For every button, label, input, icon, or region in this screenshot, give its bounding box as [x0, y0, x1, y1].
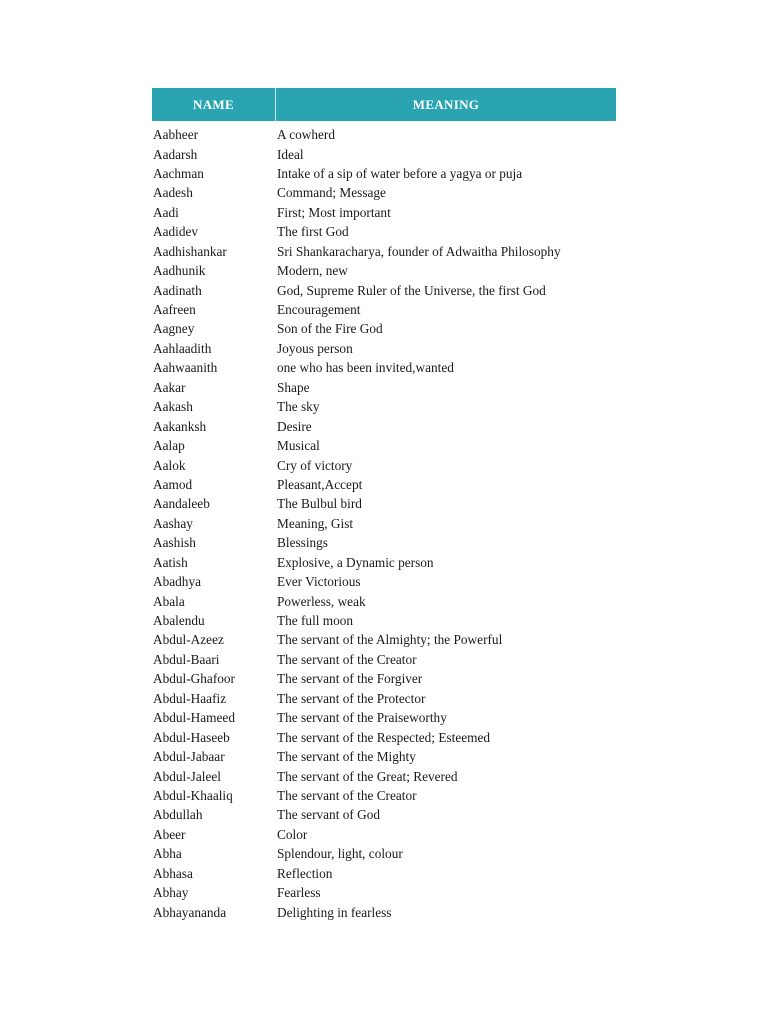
name-cell: Aadhunik: [153, 263, 206, 279]
table-row: [152, 183, 616, 202]
table-row: [152, 339, 616, 358]
name-cell: Abdul-Jabaar: [153, 749, 225, 765]
meaning-cell: The servant of the Respected; Esteemed: [277, 729, 491, 745]
table-row: [152, 864, 616, 883]
table-row: [152, 766, 616, 785]
name-cell: Aachman: [153, 165, 204, 181]
table-row: [152, 417, 616, 436]
name-cell: Abhay: [153, 885, 189, 901]
name-cell: Abhasa: [153, 865, 193, 881]
name-cell: Aadidev: [153, 224, 199, 240]
meaning-cell: Delighting in fearless: [277, 904, 392, 920]
meaning-cell: First; Most important: [277, 204, 391, 220]
meaning-cell: The servant of the Mighty: [277, 749, 416, 765]
table-body: [152, 121, 616, 922]
name-cell: Aakanksh: [153, 418, 207, 434]
meaning-cell: The servant of God: [277, 807, 381, 823]
meaning-cell: Explosive, a Dynamic person: [277, 554, 434, 570]
table-row: [152, 786, 616, 805]
table-row: [152, 553, 616, 572]
table-row: [152, 630, 616, 649]
meaning-cell: The Bulbul bird: [277, 496, 362, 512]
meaning-cell: Blessings: [277, 535, 328, 551]
column-header-meaning: MEANING: [412, 96, 480, 112]
name-cell: Aadinath: [153, 282, 202, 298]
meaning-cell: The servant of the Great; Revered: [277, 768, 458, 784]
names-table: [152, 88, 616, 922]
table-row: [152, 261, 616, 280]
table-row: [152, 514, 616, 533]
name-cell: Abdul-Baari: [153, 651, 220, 667]
table-row: [152, 125, 616, 144]
meaning-cell: The servant of the Praiseworthy: [277, 710, 447, 726]
meaning-cell: one who has been invited,wanted: [277, 360, 454, 376]
table-row: [152, 281, 616, 300]
table-row: [152, 650, 616, 669]
table-row: [152, 242, 616, 261]
table-row: [152, 592, 616, 611]
table-row: [152, 397, 616, 416]
meaning-cell: The servant of the Almighty; the Powerful: [277, 632, 503, 648]
table-row: [152, 572, 616, 591]
table-row: [152, 669, 616, 688]
name-cell: Aahlaadith: [153, 340, 212, 356]
table-row: [152, 903, 616, 922]
name-cell: Aahwaanith: [153, 360, 218, 376]
name-cell: Abdul-Jaleel: [153, 768, 221, 784]
table-header: [152, 88, 616, 121]
name-cell: Abalendu: [153, 613, 205, 628]
name-cell: Aagney: [153, 321, 195, 337]
table-row: [152, 708, 616, 727]
meaning-cell: A cowherd: [277, 127, 335, 143]
table-row: [152, 144, 616, 163]
name-cell: Abdul-Hameed: [153, 710, 235, 726]
table-row: [152, 300, 616, 319]
meaning-cell: Splendour, light, colour: [277, 846, 403, 862]
table-row: [152, 358, 616, 377]
table-row: [152, 222, 616, 241]
name-cell: Aadhishankar: [153, 243, 227, 259]
meaning-cell: Ideal: [277, 146, 304, 162]
meaning-cell: Modern, new: [277, 263, 348, 279]
meaning-cell: Encouragement: [277, 302, 361, 317]
name-cell: Aatish: [153, 554, 188, 570]
name-cell: Aashish: [153, 535, 196, 551]
table-row: [152, 611, 616, 630]
meaning-cell: Fearless: [277, 885, 321, 901]
table-row: [152, 689, 616, 708]
meaning-cell: Intake of a sip of water before a yagya or puja: [277, 165, 523, 181]
meaning-cell: Sri Shankaracharya, founder of Adwaitha Philosophy: [277, 243, 561, 259]
meaning-cell: Son of the Fire God: [277, 321, 383, 337]
name-cell: Abdul-Khaaliq: [153, 787, 233, 803]
table-row: [152, 203, 616, 222]
name-cell: Aalap: [153, 438, 185, 454]
name-cell: Aakar: [153, 379, 186, 395]
meaning-cell: Shape: [277, 379, 310, 395]
table-row: [152, 319, 616, 338]
table-row: [152, 728, 616, 747]
name-cell: Abdullah: [153, 807, 203, 823]
table-row: [152, 825, 616, 844]
name-cell: Aadi: [153, 204, 179, 220]
meaning-cell: Powerless, weak: [277, 593, 366, 609]
name-cell: Aadesh: [153, 185, 193, 201]
meaning-cell: Desire: [277, 418, 312, 434]
meaning-cell: The servant of the Creator: [277, 651, 417, 667]
meaning-cell: Pleasant,Accept: [277, 476, 363, 492]
name-cell: Aalok: [153, 457, 186, 473]
table-row: [152, 475, 616, 494]
name-cell: Aamod: [153, 476, 193, 492]
table-row: [152, 883, 616, 902]
name-cell: Abadhya: [153, 574, 201, 590]
meaning-cell: The servant of the Creator: [277, 787, 417, 803]
name-cell: Aashay: [153, 515, 193, 531]
meaning-cell: Reflection: [277, 865, 333, 881]
name-cell: Aakash: [153, 399, 193, 415]
name-cell: Abdul-Haseeb: [153, 729, 230, 745]
name-cell: Abdul-Azeez: [153, 632, 224, 648]
meaning-cell: Color: [277, 826, 308, 842]
table-row: [152, 378, 616, 397]
name-cell: Abdul-Ghafoor: [153, 671, 235, 687]
meaning-cell: The servant of the Forgiver: [277, 671, 423, 687]
meaning-cell: The sky: [277, 399, 320, 415]
name-cell: Aafreen: [153, 302, 196, 317]
table-row: [152, 747, 616, 766]
meaning-cell: The full moon: [277, 613, 354, 628]
column-header-name: NAME: [152, 88, 276, 121]
name-cell: Abdul-Haafiz: [153, 690, 227, 706]
name-cell: Abha: [153, 846, 182, 862]
meaning-cell: The servant of the Protector: [277, 690, 426, 706]
meaning-cell: Cry of victory: [277, 457, 353, 473]
meaning-cell: Ever Victorious: [277, 574, 361, 590]
name-cell: Abeer: [153, 826, 186, 842]
meaning-cell: Musical: [277, 438, 320, 454]
table-row: [152, 533, 616, 552]
name-cell: Aadarsh: [153, 146, 198, 162]
table-row: [152, 494, 616, 513]
meaning-cell: Meaning, Gist: [277, 515, 354, 531]
table-row: [152, 805, 616, 824]
table-row: [152, 436, 616, 455]
meaning-cell: Joyous person: [277, 340, 353, 356]
table-row: [152, 164, 616, 183]
name-cell: Abhayananda: [153, 904, 227, 920]
meaning-cell: God, Supreme Ruler of the Universe, the first God: [277, 282, 546, 298]
name-cell: Abala: [153, 593, 185, 609]
name-cell: Aabheer: [153, 127, 199, 143]
name-cell: Aandaleeb: [153, 496, 210, 512]
table-row: [152, 455, 616, 474]
table-row: [152, 844, 616, 863]
meaning-cell: Command; Message: [277, 185, 386, 201]
meaning-cell: The first God: [277, 224, 349, 240]
